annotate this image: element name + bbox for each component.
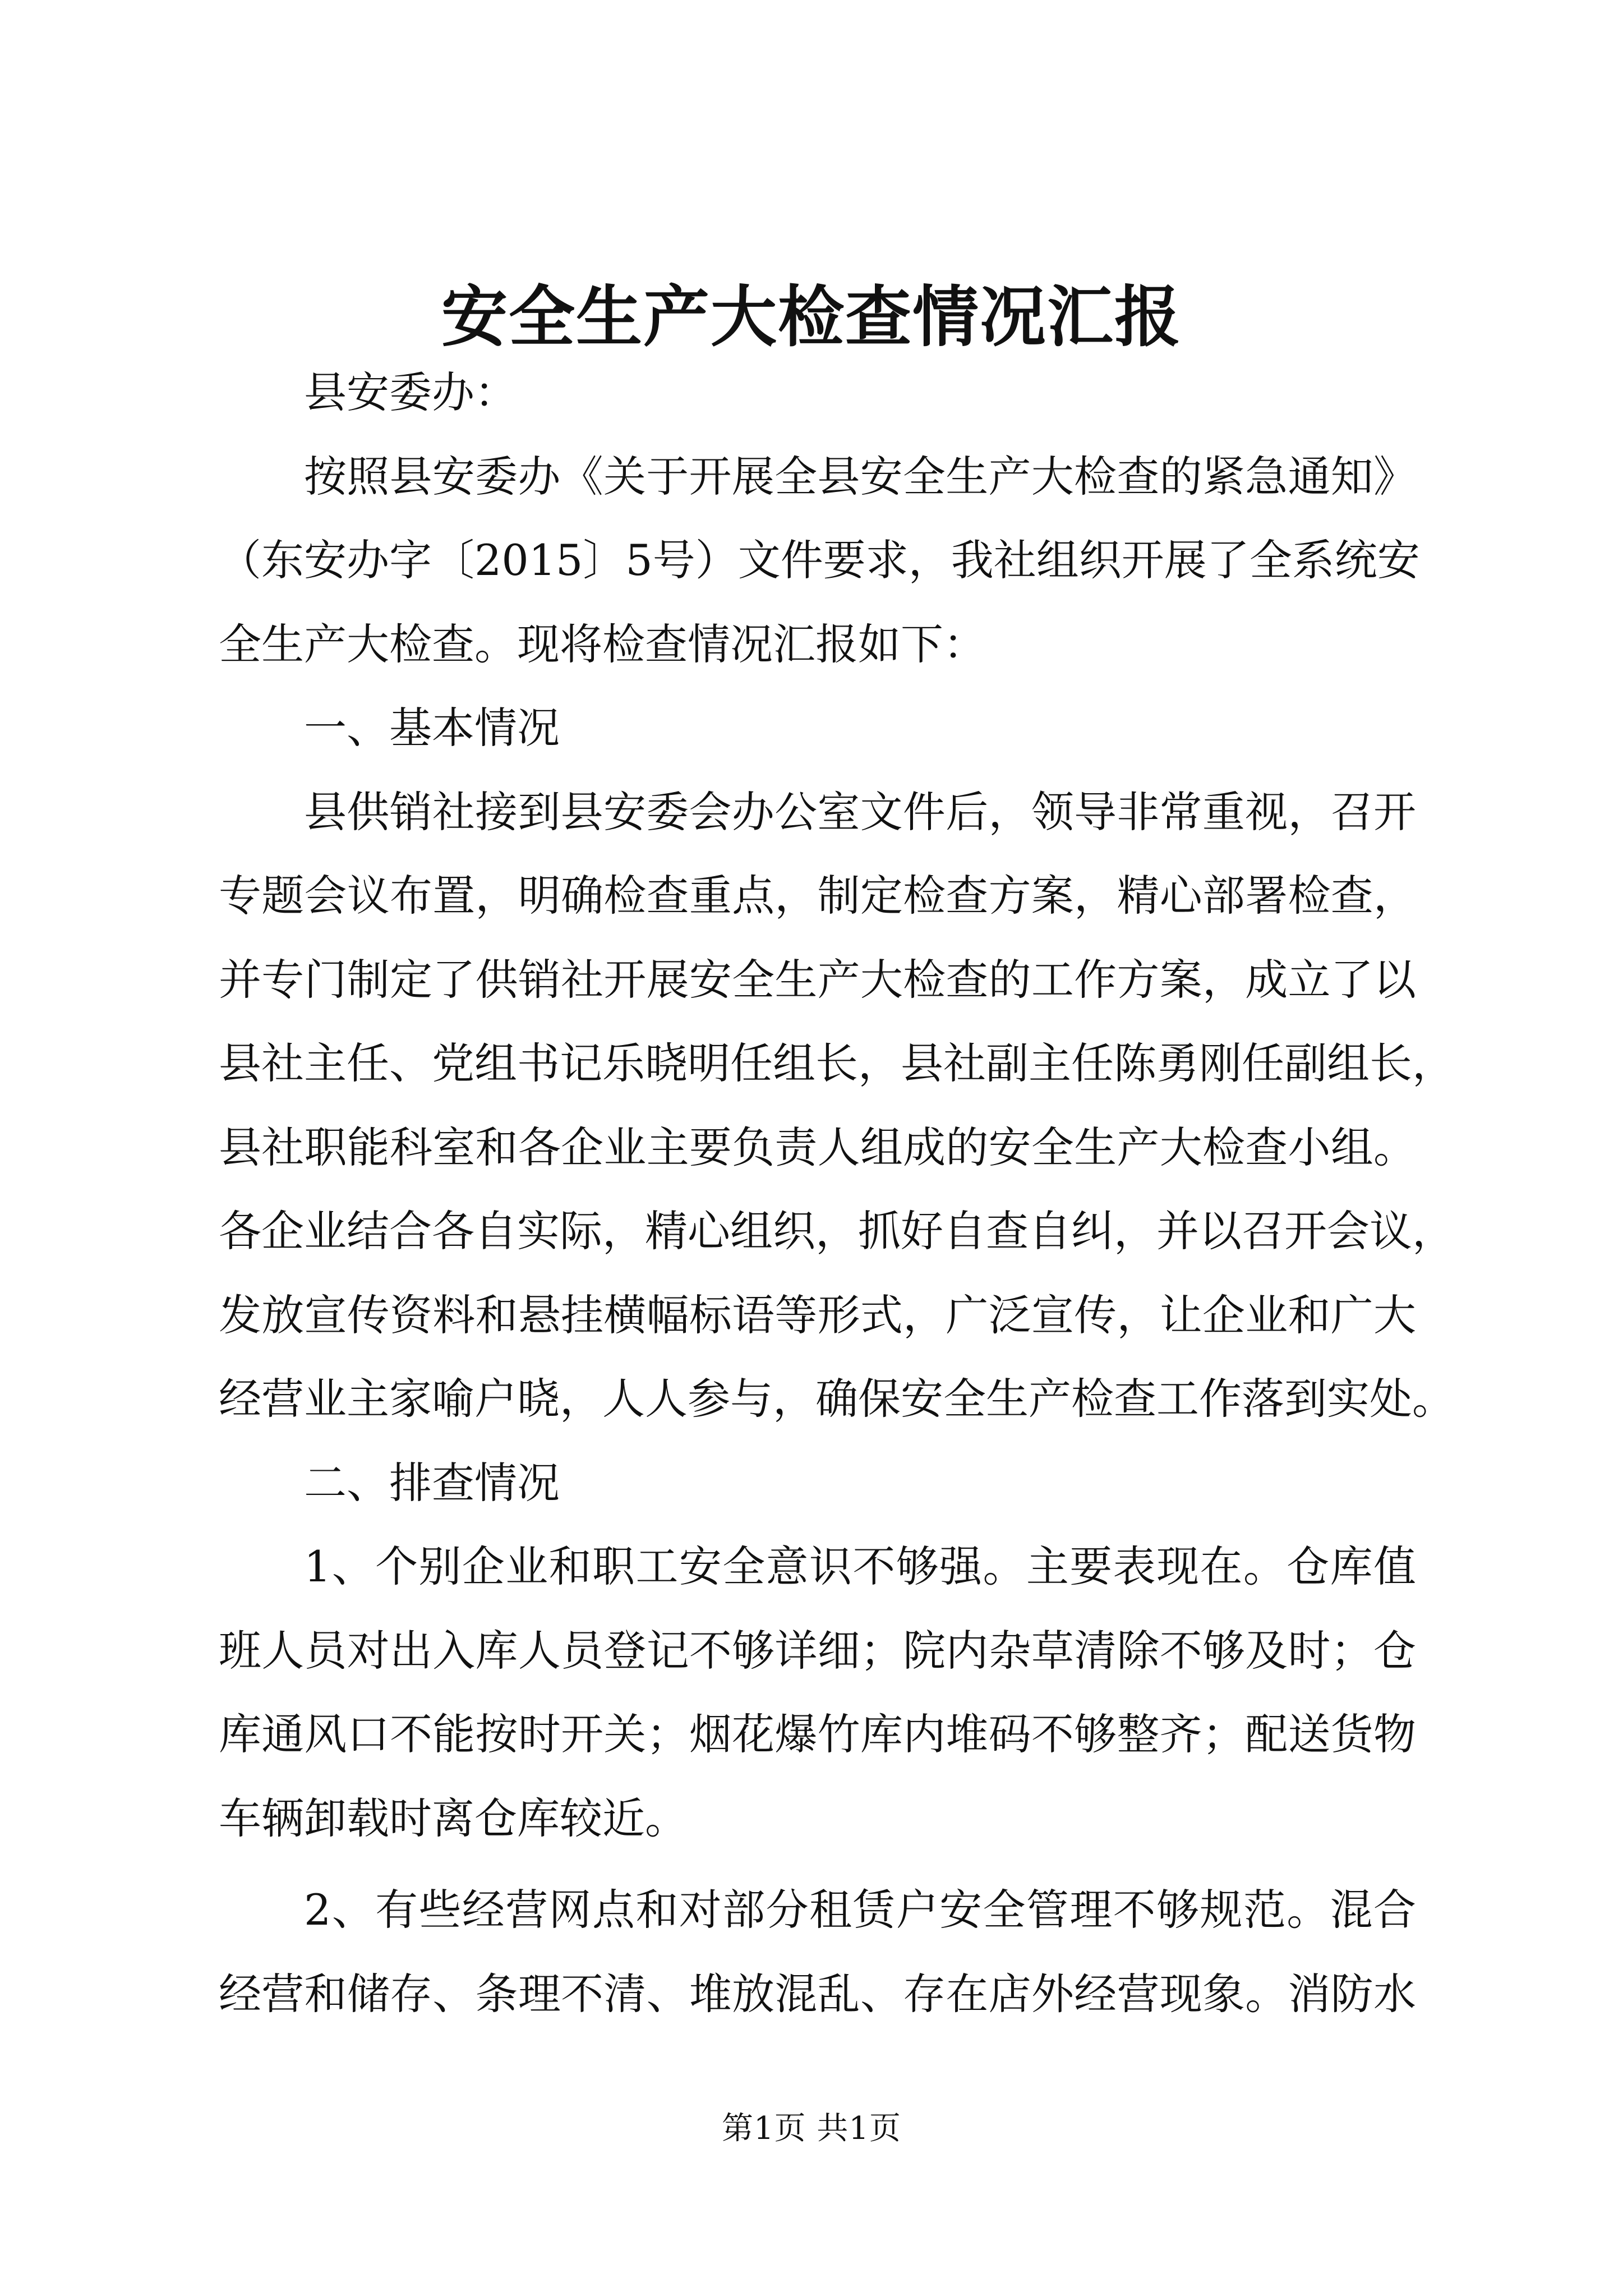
paragraph-line: 经营业主家喻户晓，人人参与，确保安全生产检查工作落到实处。 bbox=[219, 1374, 1455, 1424]
paragraph-line: 班人员对出入库人员登记不够详细；院内杂草清除不够及时；仓 bbox=[219, 1625, 1416, 1676]
paragraph-line: 车辆卸载时离仓库较近。 bbox=[219, 1793, 688, 1843]
paragraph-line: 全生产大检查。现将检查情况汇报如下： bbox=[219, 619, 986, 669]
paragraph-line: 县社主任、党组书记乐晓明任组长，县社副主任陈勇刚任副组长， bbox=[219, 1038, 1455, 1088]
paragraph-gap bbox=[219, 1860, 1416, 1868]
section-heading: 一、基本情况 bbox=[304, 703, 560, 753]
paragraph-line: 1、个别企业和职工安全意识不够强。主要表现在。仓库值 bbox=[304, 1542, 1416, 1591]
paragraph-line: 发放宣传资料和悬挂横幅标语等形式，广泛宣传，让企业和广大 bbox=[219, 1290, 1416, 1340]
paragraph-line: （东安办字〔2015〕5号）文件要求，我社组织开展了全系统安 bbox=[219, 535, 1420, 585]
paragraph-line: 2、有些经营网点和对部分租赁户安全管理不够规范。混合 bbox=[304, 1885, 1416, 1935]
paragraph-line: 并专门制定了供销社开展安全生产大检查的工作方案，成立了以 bbox=[219, 954, 1416, 1005]
section-heading: 二、排查情况 bbox=[304, 1457, 560, 1508]
document-body bbox=[219, 351, 1455, 2036]
paragraph-line: 专题会议布置，明确检查重点，制定检查方案，精心部署检查， bbox=[219, 871, 1416, 921]
page-footer: 第1页 共1页 bbox=[721, 2110, 902, 2147]
paragraph-line: 经营和储存、条理不清、堆放混乱、存在店外经营现象。消防水 bbox=[219, 1968, 1416, 2019]
document-title: 安全生产大检查情况汇报 bbox=[441, 278, 1182, 356]
paragraph-line: 按照县安委办《关于开展全县安全生产大检查的紧急通知》 bbox=[304, 451, 1416, 501]
salutation: 县安委办： bbox=[304, 367, 517, 417]
paragraph-line: 库通风口不能按时开关；烟花爆竹库内堆码不够整齐；配送货物 bbox=[219, 1709, 1416, 1759]
paragraph-line: 县社职能科室和各企业主要负责人组成的安全生产大检查小组。 bbox=[219, 1122, 1416, 1172]
paragraph-line: 县供销社接到县安委会办公室文件后，领导非常重视，召开 bbox=[304, 786, 1416, 837]
paragraph-line: 各企业结合各自实际，精心组织，抓好自查自纠，并以召开会议， bbox=[219, 1206, 1455, 1256]
